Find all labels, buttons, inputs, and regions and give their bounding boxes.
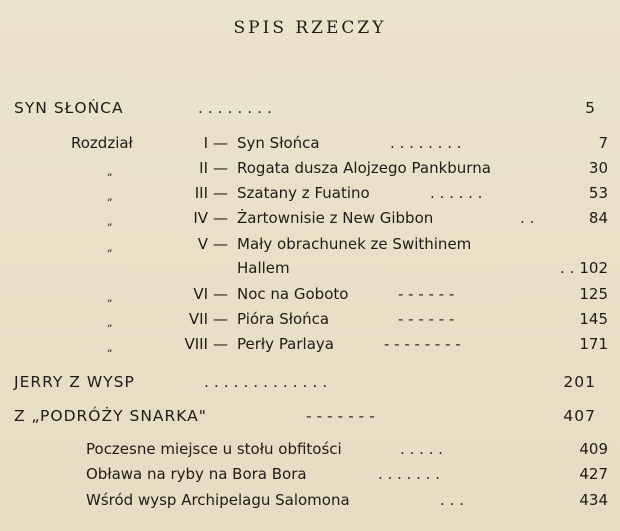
chapter-dash: —	[213, 310, 228, 328]
chapter-title: Żartownisie z New Gibbon	[237, 209, 434, 227]
page-number: 409	[579, 440, 608, 458]
chapter-numeral: IV	[193, 209, 208, 227]
leader-dots: . . . . .	[400, 440, 443, 458]
leader-dots: . .	[560, 259, 575, 277]
leader-dots: - - - - - -	[398, 310, 455, 328]
page-number: 30	[588, 159, 608, 177]
chapter-numeral: I	[203, 134, 208, 152]
chapter-dash: —	[213, 159, 228, 177]
chapter-title-cont: Hallem	[237, 259, 290, 277]
toc-part-jerry	[14, 370, 608, 394]
chapter-numeral: III	[194, 184, 208, 202]
ditto-mark: „	[107, 190, 113, 203]
leader-dots: - - - - - -	[398, 285, 455, 303]
chapter-title: Noc na Goboto	[237, 285, 349, 303]
toc-essay-row	[0, 462, 620, 486]
toc-title: SPIS RZECZY	[233, 18, 387, 38]
leader-dots: . . . . . . . . . . . . .	[204, 373, 328, 391]
chapter-dash: —	[213, 285, 228, 303]
leader-dots: . . . . . . . .	[390, 134, 462, 152]
ditto-mark: „	[107, 165, 113, 178]
chapter-dash: —	[213, 134, 228, 152]
rozdzial-label: Rozdział	[71, 134, 133, 152]
toc-chapter-row	[0, 307, 620, 331]
ditto-mark: „	[107, 341, 113, 354]
toc-chapter-row	[0, 156, 620, 180]
leader-dots: - - - - - - -	[306, 407, 375, 425]
chapter-numeral: VIII	[184, 335, 208, 353]
toc-chapter-row	[0, 282, 620, 306]
part-title: JERRY Z WYSP	[14, 373, 135, 391]
ditto-mark: „	[107, 291, 113, 304]
toc-chapter-row	[0, 332, 620, 356]
page-number: 53	[588, 184, 608, 202]
page-number: 102	[579, 259, 608, 277]
chapter-title: Rogata dusza Alojzego Pankburna	[237, 159, 491, 177]
page-number: 5	[585, 99, 596, 117]
toc-chapter-row	[0, 206, 620, 230]
part-title: SYN SŁOŃCA	[14, 99, 124, 117]
ditto-mark: „	[107, 215, 113, 228]
chapter-dash: —	[213, 184, 228, 202]
leader-dots: . .	[520, 209, 535, 227]
toc-chapter-row	[0, 232, 620, 256]
leader-dots: . . .	[440, 491, 464, 509]
toc-part-snark	[14, 404, 608, 428]
toc-part-syn-slonca	[14, 96, 608, 120]
chapter-numeral: V	[197, 235, 208, 253]
chapter-title: Perły Parlaya	[237, 335, 334, 353]
chapter-dash: —	[213, 209, 228, 227]
chapter-title: Pióra Słońca	[237, 310, 330, 328]
page-number: 145	[579, 310, 608, 328]
chapter-dash: —	[213, 235, 228, 253]
chapter-numeral: II	[199, 159, 208, 177]
essay-title: Poczesne miejsce u stołu obfitości	[86, 440, 342, 458]
toc-chapter-row-cont	[0, 256, 620, 280]
toc-chapter-row	[0, 181, 620, 205]
page-number: 434	[579, 491, 608, 509]
part-title: Z „PODRÓŻY SNARKA"	[14, 407, 207, 425]
leader-dots: - - - - - - - -	[384, 335, 461, 353]
page-number: 407	[563, 407, 596, 425]
essay-title: Wśród wysp Archipelagu Salomona	[86, 491, 350, 509]
chapter-title: Syn Słońca	[237, 134, 320, 152]
ditto-mark: „	[107, 316, 113, 329]
chapter-title: Mały obrachunek ze Swithinem	[237, 235, 472, 253]
page-number: 427	[579, 465, 608, 483]
chapter-title: Szatany z Fuatino	[237, 184, 370, 202]
page-number: 84	[588, 209, 608, 227]
leader-dots: . . . . . .	[430, 184, 483, 202]
page-number: 201	[563, 373, 596, 391]
ditto-mark: „	[107, 241, 113, 254]
chapter-numeral: VII	[188, 310, 208, 328]
toc-essay-row	[0, 488, 620, 512]
toc-chapter-row	[0, 131, 620, 155]
page-number: 7	[598, 134, 608, 152]
essay-title: Obława na ryby na Bora Bora	[86, 465, 307, 483]
chapter-numeral: VI	[193, 285, 208, 303]
leader-dots: . . . . . . .	[378, 465, 440, 483]
leader-dots: . . . . . . . .	[198, 99, 272, 117]
chapter-dash: —	[213, 335, 228, 353]
page-number: 171	[579, 335, 608, 353]
page-number: 125	[579, 285, 608, 303]
toc-essay-row	[0, 437, 620, 461]
